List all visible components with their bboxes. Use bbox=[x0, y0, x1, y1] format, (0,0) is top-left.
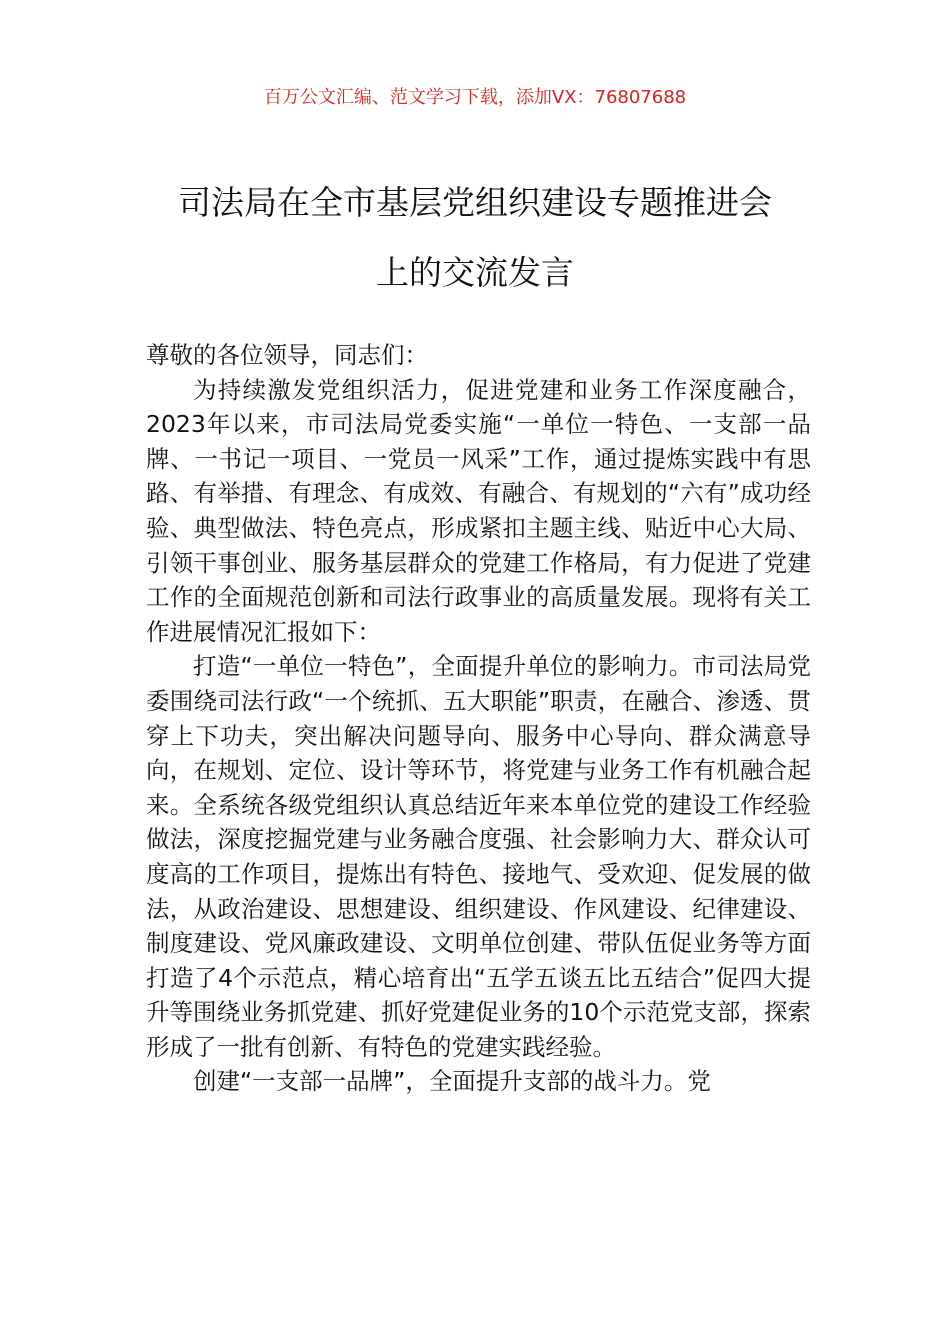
document-title bbox=[70, 168, 880, 308]
paragraph-unit-feature: 打造“一单位一特色”，全面提升单位的影响力。市司法局党委围绕司法行政“一个统抓、五大职能”职责，在融合、渗透、贯穿上下功夫，突出解决问题导向、服务中心导向、群众满意导向，在规划、定位、设计等环节，将党建与业务工作有机融合起来。全系统各级党组织认真总结近年来本单位党的建设工作经验做法，深度挖掘党建与业务融合度强、社会影响力大、群众认可度高的工作项目，提炼出有特色、接地气、受欢迎、促发展的做法，从政治建设、思想建设、组织建设、作风建设、纪律建设、制度建设、党风廉政建设、文明单位创建、带队伍促业务等方面打造了4个示范点，精心培育出“五学五谈五比五结合”促四大提升等围绕业务抓党建、抓好党建促业务的10个示范党支部，探索形成了一批有创新、有特色的党建实践经验。 bbox=[146, 652, 811, 1061]
title-line-1: 司法局在全市基层党组织建设专题推进会 bbox=[178, 183, 772, 222]
paragraph-intro: 为持续激发党组织活力，促进党建和业务工作深度融合，2023年以来，市司法局党委实施“一单位一特色、一支部一品牌、一书记一项目、一党员一风采”工作，通过提炼实践中有思路、有举措、有理念、有成效、有融合、有规划的“六有”成功经验、典型做法、特色亮点，形成紧扣主题主线、贴近中心大局、引领干事创业、服务基层群众的党建工作格局，有力促进了党建工作的全面规范创新和司法行政事业的高质量发展。现将有关工作进展情况汇报如下： bbox=[146, 375, 811, 646]
salutation: 尊敬的各位领导，同志们： bbox=[146, 341, 428, 369]
download-watermark: 百万公文汇编、范文学习下载，添加VX：76807688 bbox=[263, 87, 687, 108]
title-line-2: 上的交流发言 bbox=[376, 253, 574, 292]
document-body bbox=[146, 338, 811, 1099]
paragraph-branch-brand: 创建“一支部一品牌”，全面提升支部的战斗力。党 bbox=[193, 1067, 711, 1096]
